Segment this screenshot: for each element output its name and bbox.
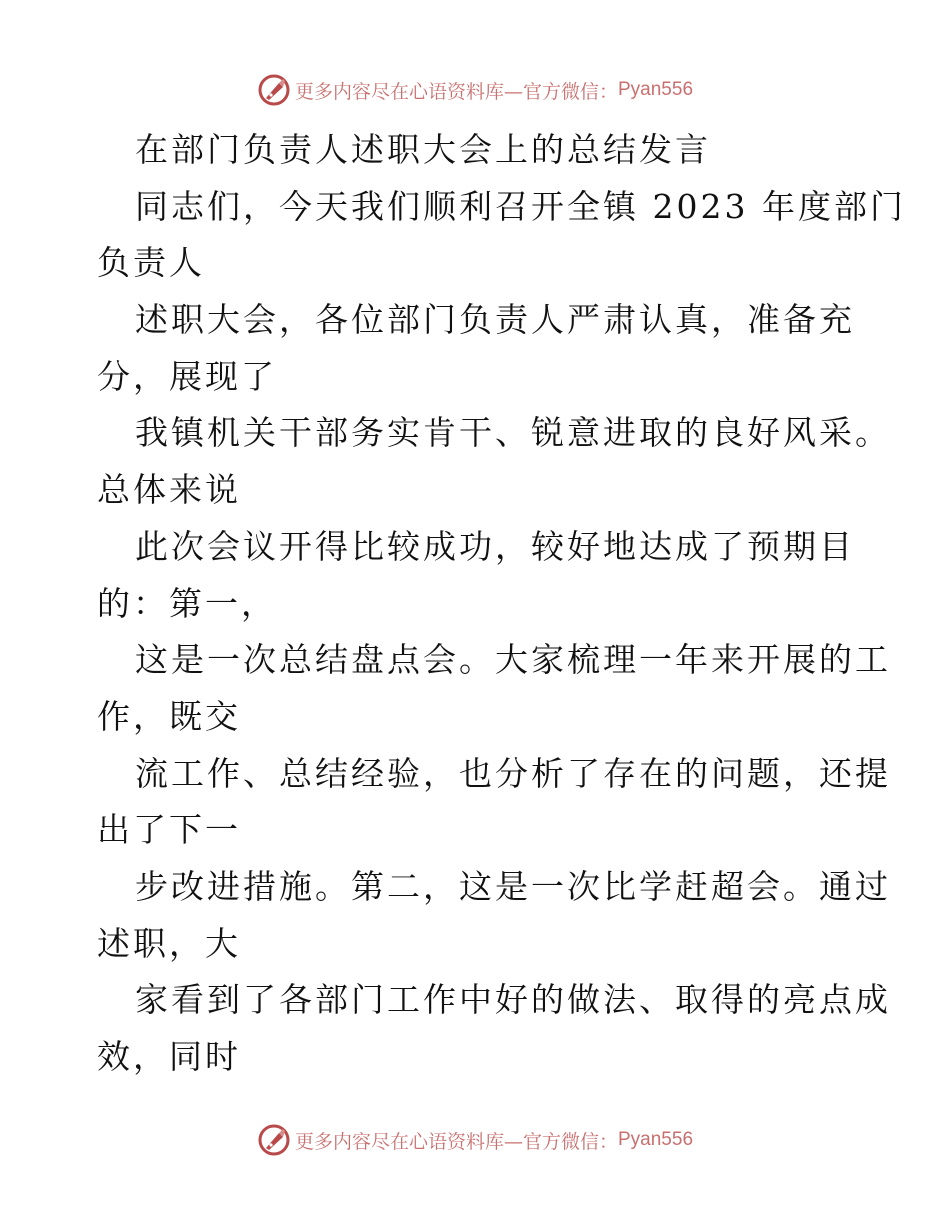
body-line: 此次会议开得比较成功，较好地达成了预期目 [135,526,855,566]
body-line: 负责人 [97,243,205,283]
body-line: 流工作、总结经验，也分析了存在的问题，还提 [135,753,891,793]
body-line: 同志们，今天我们顺利召开全镇 2023 年度部门 [135,186,906,226]
document-body [97,122,906,1086]
body-line: 述职大会，各位部门负责人严肃认真，准备充 [135,300,855,340]
body-line: 家看到了各部门工作中好的做法、取得的亮点成 [135,980,891,1020]
watermark-text: 更多内容尽在心语资料库—官方微信： [294,1130,618,1153]
pen-nib-logo-icon [257,1123,291,1157]
watermark-text: 更多内容尽在心语资料库—官方微信： [294,80,618,103]
body-line: 分，展现了 [97,356,277,396]
body-line: 的：第一， [97,583,277,623]
body-line: 出了下一 [97,810,241,850]
document-title: 在部门负责人述职大会上的总结发言 [135,130,711,169]
body-line: 效，同时 [97,1037,241,1076]
body-line: 总体来说 [97,470,241,510]
watermark-contact: Pyan556 [618,1129,694,1150]
body-line: 步改进措施。第二，这是一次比学赶超会。通过 [135,866,891,906]
body-line: 这是一次总结盘点会。大家梳理一年来开展的工 [135,640,891,680]
watermark-contact: Pyan556 [618,79,694,100]
footer-watermark [0,1120,950,1160]
body-line: 作，既交 [97,696,241,736]
body-line: 述职，大 [97,923,241,963]
header-watermark [0,70,950,110]
body-line: 我镇机关干部务实肯干、锐意进取的良好风采。 [135,413,891,453]
pen-nib-logo-icon [257,73,291,107]
